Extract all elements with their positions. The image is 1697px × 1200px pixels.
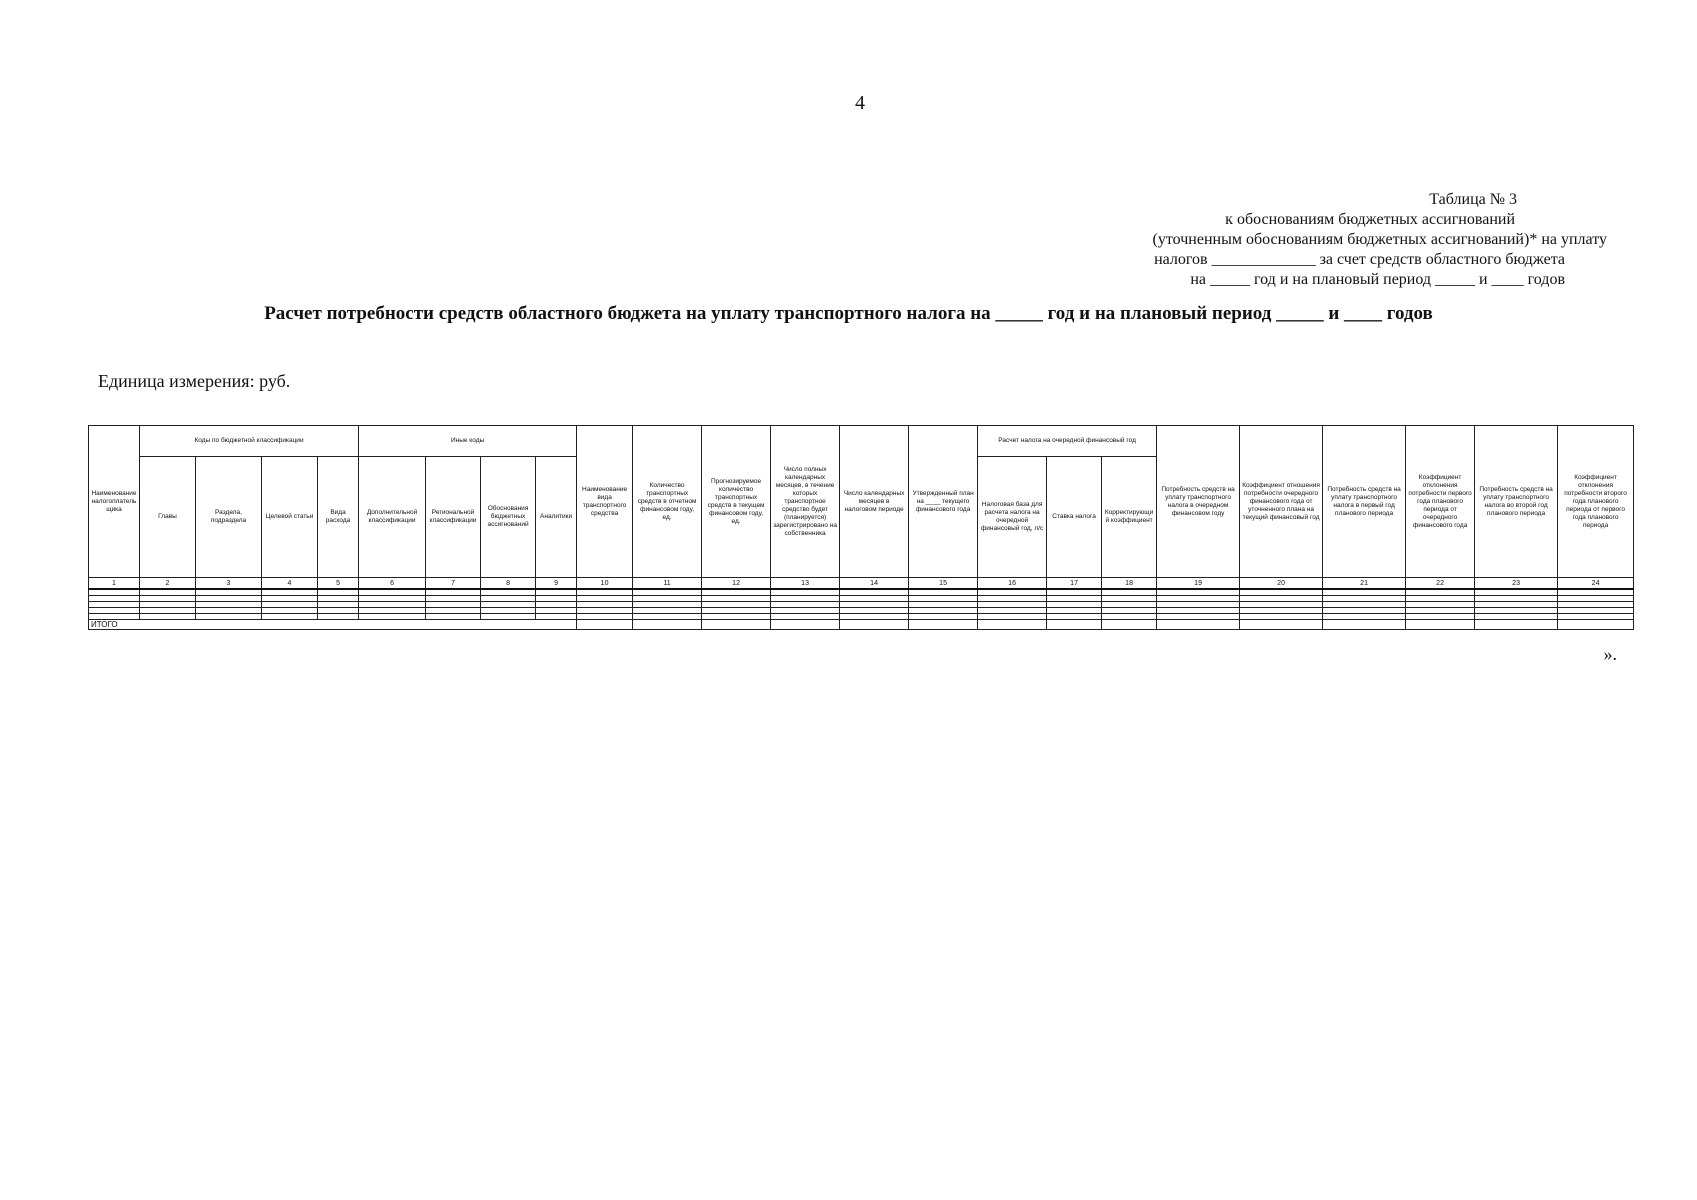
- group-header-next-year: Расчет налога на очередной финансовый год: [978, 426, 1157, 457]
- column-number: 7: [426, 578, 481, 590]
- col-header-7: Региональной классификации: [426, 457, 481, 578]
- column-number: 2: [140, 578, 196, 590]
- closing-quote: ».: [1603, 644, 1617, 664]
- col-header-9: Аналитики: [536, 457, 577, 578]
- group-header-other-codes: Иные коды: [359, 426, 577, 457]
- col-header-14: Число календарных месяцев в налоговом периоде: [840, 426, 909, 578]
- column-number: 3: [196, 578, 262, 590]
- calculation-table: [88, 425, 1634, 630]
- col-header-22: Коэффициент отклонения потребности первого года планового периода от очередного финансового года: [1406, 426, 1475, 578]
- appendix-line: к обоснованиям бюджетных ассигнований: [1225, 211, 1515, 228]
- document-title: Расчет потребности средств областного бюджета на уплату транспортного налога на _____ год и на плановый период _____ и ____ годов: [264, 303, 1433, 324]
- column-number: 12: [702, 578, 771, 590]
- appendix-line: на _____ год и на плановый период _____ и ____ годов: [1190, 271, 1565, 288]
- column-number: 21: [1323, 578, 1406, 590]
- column-number: 23: [1475, 578, 1558, 590]
- appendix-table-number: Таблица № 3: [1429, 191, 1517, 208]
- col-header-23: Потребность средств на уплату транспортного налога во второй год планового периода: [1475, 426, 1558, 578]
- col-header-13: Число полных календарных месяцев, в течение которых транспортное средство будет (планируется) зарегистрировано на собственника: [771, 426, 840, 578]
- col-header-5: Вида расхода: [318, 457, 359, 578]
- col-header-1: Наименование налогоплательщика: [89, 426, 140, 578]
- calculation-table-container: [88, 425, 1632, 630]
- col-header-20: Коэффициент отношения потребности очередного финансового года от уточненного плана на текущий финансовый год: [1240, 426, 1323, 578]
- column-number: 16: [978, 578, 1047, 590]
- unit-of-measure: Единица измерения: руб.: [98, 371, 291, 391]
- column-number: 8: [481, 578, 536, 590]
- col-header-3: Раздела, подраздела: [196, 457, 262, 578]
- column-number: 19: [1157, 578, 1240, 590]
- total-row: [89, 620, 1634, 630]
- appendix-line: (уточненным обоснованиям бюджетных ассигнований)* на уплату: [1152, 231, 1607, 248]
- column-number: 4: [262, 578, 318, 590]
- col-header-11: Количество транспортных средств в отчетном финансовом году, ед.: [633, 426, 702, 578]
- col-header-18: Корректирующий коэффициент: [1102, 457, 1157, 578]
- column-number: 13: [771, 578, 840, 590]
- column-number: 24: [1558, 578, 1634, 590]
- appendix-block: [1007, 190, 1607, 290]
- column-number: 17: [1047, 578, 1102, 590]
- col-header-6: Дополнительной классификации: [359, 457, 426, 578]
- column-number: 10: [577, 578, 633, 590]
- column-number: 5: [318, 578, 359, 590]
- column-number: 22: [1406, 578, 1475, 590]
- col-header-17: Ставка налога: [1047, 457, 1102, 578]
- col-header-16: Налоговая база для расчета налога на очередной финансовый год, л/с: [978, 457, 1047, 578]
- column-number: 9: [536, 578, 577, 590]
- col-header-15: Утвержденный план на ____ текущего финансового года: [909, 426, 978, 578]
- col-header-19: Потребность средств на уплату транспортного налога в очередном финансовом году: [1157, 426, 1240, 578]
- col-header-10: Наименование вида транспортного средства: [577, 426, 633, 578]
- col-header-12: Прогнозируемое количество транспортных средств в текущем финансовом году, ед.: [702, 426, 771, 578]
- column-number: 6: [359, 578, 426, 590]
- col-header-8: Обоснования бюджетных ассигнований: [481, 457, 536, 578]
- group-header-codes: Коды по бюджетной классификации: [140, 426, 359, 457]
- column-number: 18: [1102, 578, 1157, 590]
- col-header-21: Потребность средств на уплату транспортного налога в первый год планового периода: [1323, 426, 1406, 578]
- total-label: ИТОГО: [89, 620, 577, 630]
- col-header-2: Главы: [140, 457, 196, 578]
- appendix-line: налогов _____________ за счет средств областного бюджета: [1154, 251, 1565, 268]
- column-number: 14: [840, 578, 909, 590]
- column-number: 20: [1240, 578, 1323, 590]
- column-number: 15: [909, 578, 978, 590]
- column-number: 11: [633, 578, 702, 590]
- page-number: 4: [855, 92, 865, 114]
- col-header-24: Коэффициент отклонения потребности второго года планового периода от первого года планового периода: [1558, 426, 1634, 578]
- column-number-row: [89, 578, 1634, 590]
- column-number: 1: [89, 578, 140, 590]
- col-header-4: Целевой статьи: [262, 457, 318, 578]
